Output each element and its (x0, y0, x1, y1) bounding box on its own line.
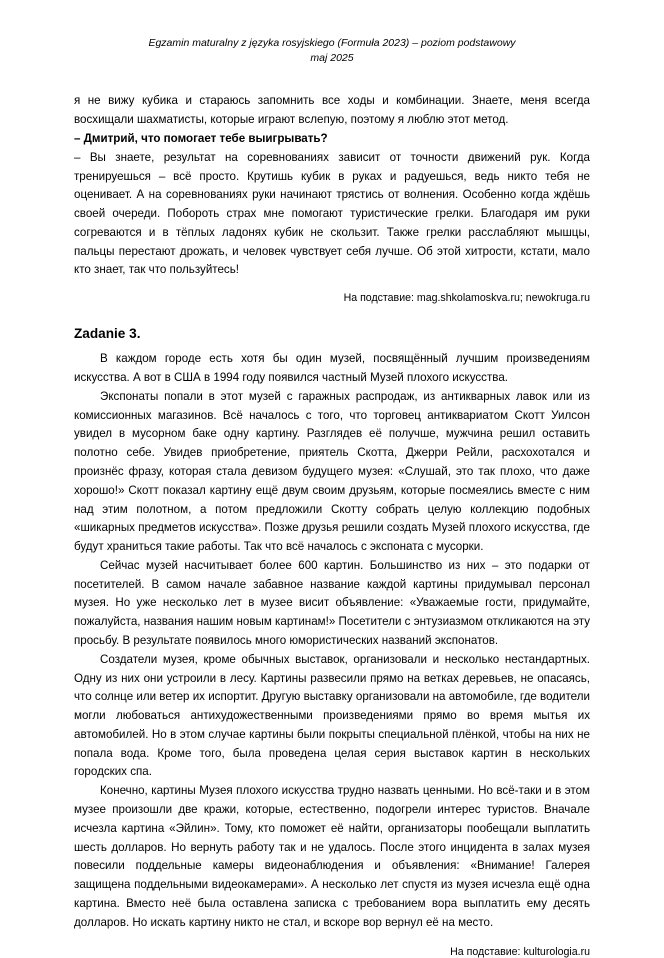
header-line-2: maj 2025 (310, 52, 354, 65)
intro-paragraph-1: я не вижу кубика и стараюсь запомнить все ходы и комбинации. Знаете, меня всегда восхищали шахматисты, которые играют вслепую, поэтому я люблю этот метод. (74, 94, 590, 127)
task-title: Zadanie 3. (74, 326, 141, 342)
task-source: На подставие: kulturologia.ru (450, 946, 590, 958)
header-line-1: Egzamin maturalny z języka rosyjskiego (Formuła 2023) – poziom podstawowy (148, 37, 516, 49)
task-paragraph-5: Конечно, картины Музея плохого искусства трудно назвать ценными. Но всё-таки и в этом музее произошли две кражи, которые, естественно, подогрели интерес туристов. Вначале исчезла картина «Эйлин». Тому, кто поможет её найти, организаторы пообещали выплатить шесть долларов. Но вернуть работу так и не удалось. После этого инцидента в залах музея повесили поддельные камеры видеонаблюдения и объявления: «Внимание! Галерея защищена поддельными видеокамерами». А несколько лет спустя из музея исчезла ещё одна картина. Вместо неё была оставлена записка с требованием вора выплатить ему десять долларов. Но искать картину никто не стал, и вскоре вор вернул её на место. (74, 784, 590, 929)
intro-question: – Дмитрий, что помогает тебе выигрывать? (74, 132, 328, 145)
task-paragraph-4: Создатели музея, кроме обычных выставок, организовали и несколько нестандартных. Одну из них они устроили в лесу. Картины развесили прямо на ветках деревьев, не опасаясь, что солнце или ветер их испортит. Другую выставку организовали на автомобиле, где водители могли любоваться антихудожественными произведениями прямо во время мытья их автомобилей. Но в этом случае картины были покрыты специальной плёнкой, чтобы на них не попала вода. Кроме того, была проведена целая серия выставок картин в нескольких городских спа. (74, 652, 590, 779)
intro-source: На подставие: mag.shkolamoskva.ru; newokruga.ru (343, 292, 590, 305)
intro-text-block (74, 92, 590, 280)
task-paragraph-3: Сейчас музей насчитывает более 600 картин. Большинство из них – это подарки от посетителей. В самом начале забавное название каждой картины придумывал персонал музея. Но уже несколько лет в музее висит объявление: «Уважаемые гости, придумайте, пожалуйста, названия нашим новым картинам!» Посетители с энтузиазмом откликаются на эту просьбу. В результате появилось много юмористических названий экспонатов. (74, 558, 590, 647)
task-paragraph-2: Экспонаты попали в этот музей с гаражных распродаж, из антикварных лавок или из комиссионных магазинов. Всё началось с того, что торговец антиквариатом Скотт Уилсон увидел в мусорном баке одну картину. Разглядев её получше, мужчина решил оставить полотно себе. Увидев приобретение, приятель Скотта, Джерри Рейли, расхохотался и произнёс фразу, которая стала девизом будущего музея: «Слушай, это так плохо, что даже хорошо!» Скотт показал картину ещё двум своим друзьям, которые посмеялись вместе с ним над этим полотном, а потом предложили Скотту собрать целую коллекцию подобных «шикарных предметов искусства». Позже друзья решили создать Музей плохого искусства, где будут храниться такие работы. Так что всё началось с экспоната с мусорки. (74, 389, 590, 554)
task-paragraph-1: В каждом городе есть хотя бы один музей, посвящённый лучшим произведениям искусства. А вот в США в 1994 году появился частный Музей плохого искусства. (74, 352, 590, 385)
page-header (74, 36, 590, 66)
intro-paragraph-2: – Вы знаете, результат на соревнованиях зависит от точности движений рук. Когда тренируешься – всё просто. Крутишь кубик в руках и радуешься, ведь никто тебя не оценивает. А на соревнованиях руки начинают трястись от волнения. Особенно когда ждёшь своей очереди. Побороть страх мне помогают туристические грелки. Благодаря им руки согреваются и в тёплых ладонях кубик не скользит. Также грелки расслабляют мышцы, пальцы перестают дрожать, и человек чувствует себя лучше. Об этой хитрости, кстати, мало кто знает, так что пользуйтесь! (74, 150, 590, 277)
task-text-block (74, 350, 590, 932)
